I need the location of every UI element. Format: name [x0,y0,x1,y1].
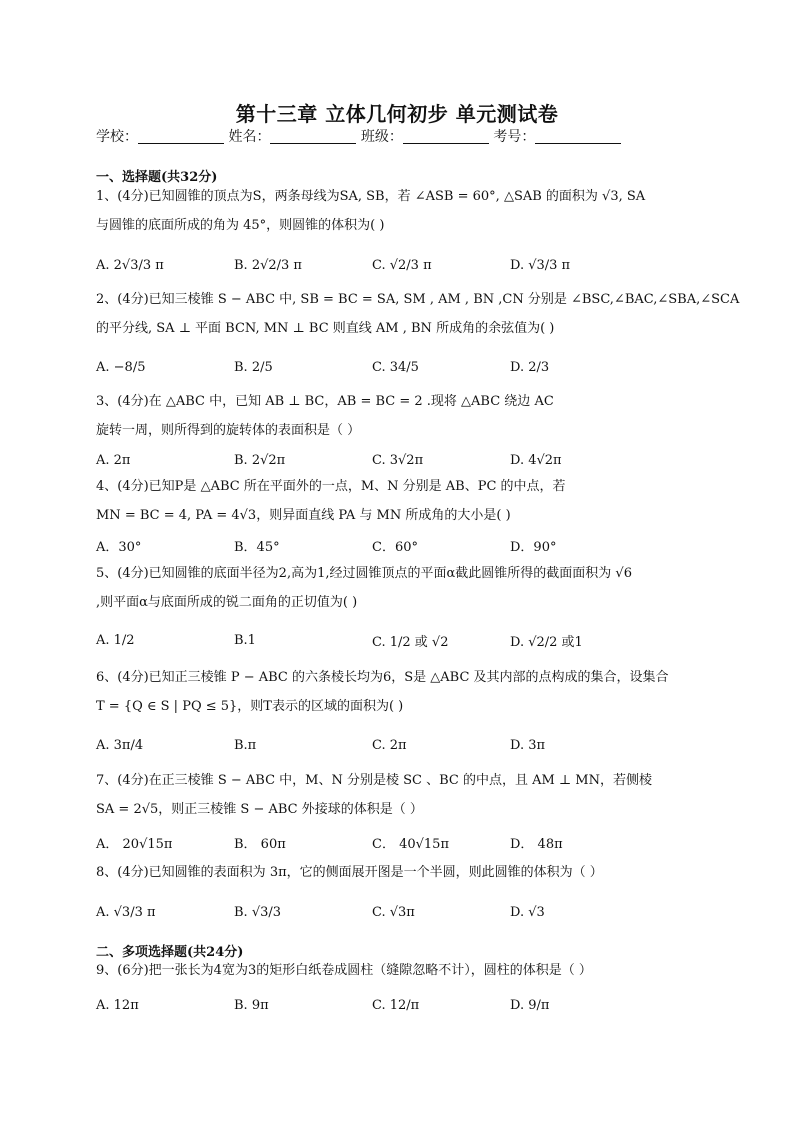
option-d[interactable]: D. 4√2π [510,452,562,468]
option-c[interactable]: C. 3√2π [372,452,424,468]
page-title: 第十三章 立体几何初步 单元测试卷 [235,102,559,126]
question-8-options [96,892,696,932]
student-info-row [96,126,716,146]
option-a[interactable]: A. √3/3 π [96,904,156,920]
option-d[interactable]: D．90° [510,539,557,555]
question-7-line-2: SA = 2√5，则正三棱锥 S − ABC 外接球的体积是（ ） [96,802,423,817]
option-b[interactable]: B. √3/3 [234,904,282,920]
question-8 [96,858,696,887]
question-9-line-1: 9、(6分)把一张长为4宽为3的矩形白纸卷成圆柱（缝隙忽略不计），圆柱的体积是（ ） [96,963,592,978]
question-5 [96,559,696,617]
question-1-line-2: 与圆锥的底面所成的角为 45°，则圆锥的体积为( ) [96,218,385,233]
option-a[interactable]: A. −8/5 [96,359,146,375]
option-a[interactable]: A． 20√15π [96,836,173,852]
question-6-line-1: 6、(4分)已知正三棱锥 P − ABC 的六条棱长均为6，S是 △ABC 及其内部的点构成的集合，设集合 [96,670,669,685]
option-c[interactable]: C. 2π [372,737,407,753]
question-5-line-2: ,则平面α与底面所成的锐二面角的正切值为( ) [96,595,358,610]
option-a[interactable]: A．30° [96,539,142,555]
option-a[interactable]: A. 2π [96,452,131,468]
question-7-options [96,822,696,862]
question-2-line-1: 2、(4分)已知三棱锥 S − ABC 中, SB = BC = SA, SM , AM , BN ,CN 分别是 ∠BSC,∠BAC,∠SBA,∠SCA [96,292,740,307]
option-c[interactable]: C. √2/3 π [372,257,432,273]
option-d[interactable]: D. 9/π [510,997,550,1013]
option-b[interactable]: B． 60π [234,836,286,852]
question-9 [96,956,696,985]
question-3-line-2: 旋转一周，则所得到的旋转体的表面积是（ ） [96,423,361,438]
question-7-line-1: 7、(4分)在正三棱锥 S − ABC 中，M、N 分别是棱 SC 、BC 的中点，且 AM ⊥ MN，若侧棱 [96,773,652,788]
option-c[interactable]: C． 40√15π [372,836,449,852]
option-c[interactable]: C. 12/π [372,997,420,1013]
question-8-line-1: 8、(4分)已知圆锥的表面积为 3π，它的侧面展开图是一个半圆，则此圆锥的体积为（ ） [96,865,603,880]
name-blank[interactable] [270,129,356,144]
question-6-line-2: T = {Q ∈ S | PQ ≤ 5}，则T表示的区域的面积为( ) [96,699,404,714]
option-b[interactable]: B. 9π [234,997,269,1013]
option-c[interactable]: C. 1/2 或 √2 [372,634,449,650]
exam-number-blank[interactable] [535,129,621,144]
option-d[interactable]: D. √2/2 或1 [510,634,583,650]
section-heading-multiple-choice: 二、多项选择题(共24分) [96,945,244,960]
school-label: 学校： [96,129,138,145]
option-a[interactable]: A. 12π [96,997,139,1013]
option-b[interactable]: B.1 [234,632,256,648]
class-blank[interactable] [403,129,489,144]
option-b[interactable]: B.π [234,737,257,753]
option-d[interactable]: D. 2/3 [510,359,550,375]
name-label: 姓名： [228,129,271,145]
question-4-line-1: 4、(4分)已知P是 △ABC 所在平面外的一点，M、N 分别是 AB、PC 的中点，若 [96,479,566,494]
option-d[interactable]: D. 3π [510,737,546,753]
option-d[interactable]: D. √3/3 π [510,257,571,273]
school-blank[interactable] [138,129,224,144]
section-heading-single-choice: 一、选择题(共32分) [96,170,218,185]
question-1-line-1: 1、(4分)已知圆锥的顶点为S，两条母线为SA, SB，若 ∠ASB = 60°, △SAB 的面积为 √3, SA [96,189,646,204]
question-1 [96,182,696,240]
question-6-options [96,725,696,765]
option-b[interactable]: B. 2√2π [234,452,286,468]
option-c[interactable]: C. √3π [372,904,415,920]
question-2-options [96,347,696,387]
option-d[interactable]: D. √3 [510,904,545,920]
class-label: 班级： [360,129,403,145]
question-1-options [96,245,696,285]
question-9-options [96,985,696,1025]
question-3 [96,387,696,445]
option-a[interactable]: A. 1/2 [96,632,135,648]
option-c[interactable]: C．60° [372,539,418,555]
option-b[interactable]: B. 2/5 [234,359,273,375]
question-5-options [96,620,696,660]
question-3-line-1: 3、(4分)在 △ABC 中，已知 AB ⊥ BC，AB = BC = 2 .现将 △ABC 绕边 AC [96,394,554,409]
question-5-line-1: 5、(4分)已知圆锥的底面半径为2,高为1,经过圆锥顶点的平面α截此圆锥所得的截面面积为 √6 [96,566,632,581]
option-d[interactable]: D． 48π [510,836,563,852]
question-4-line-2: MN = BC = 4, PA = 4√3，则异面直线 PA 与 MN 所成角的大小是( ) [96,508,511,523]
option-a[interactable]: A. 2√3/3 π [96,257,164,273]
question-6 [96,663,696,721]
option-b[interactable]: B．45° [234,539,280,555]
option-b[interactable]: B. 2√2/3 π [234,257,302,273]
question-2 [96,285,740,343]
question-4 [96,472,696,530]
option-c[interactable]: C. 34/5 [372,359,419,375]
question-7 [96,766,696,824]
question-2-line-2: 的平分线, SA ⊥ 平面 BCN, MN ⊥ BC 则直线 AM , BN 所成角的余弦值为( ) [96,321,555,336]
exam-number-label: 考号： [493,129,536,145]
option-a[interactable]: A. 3π/4 [96,737,144,753]
